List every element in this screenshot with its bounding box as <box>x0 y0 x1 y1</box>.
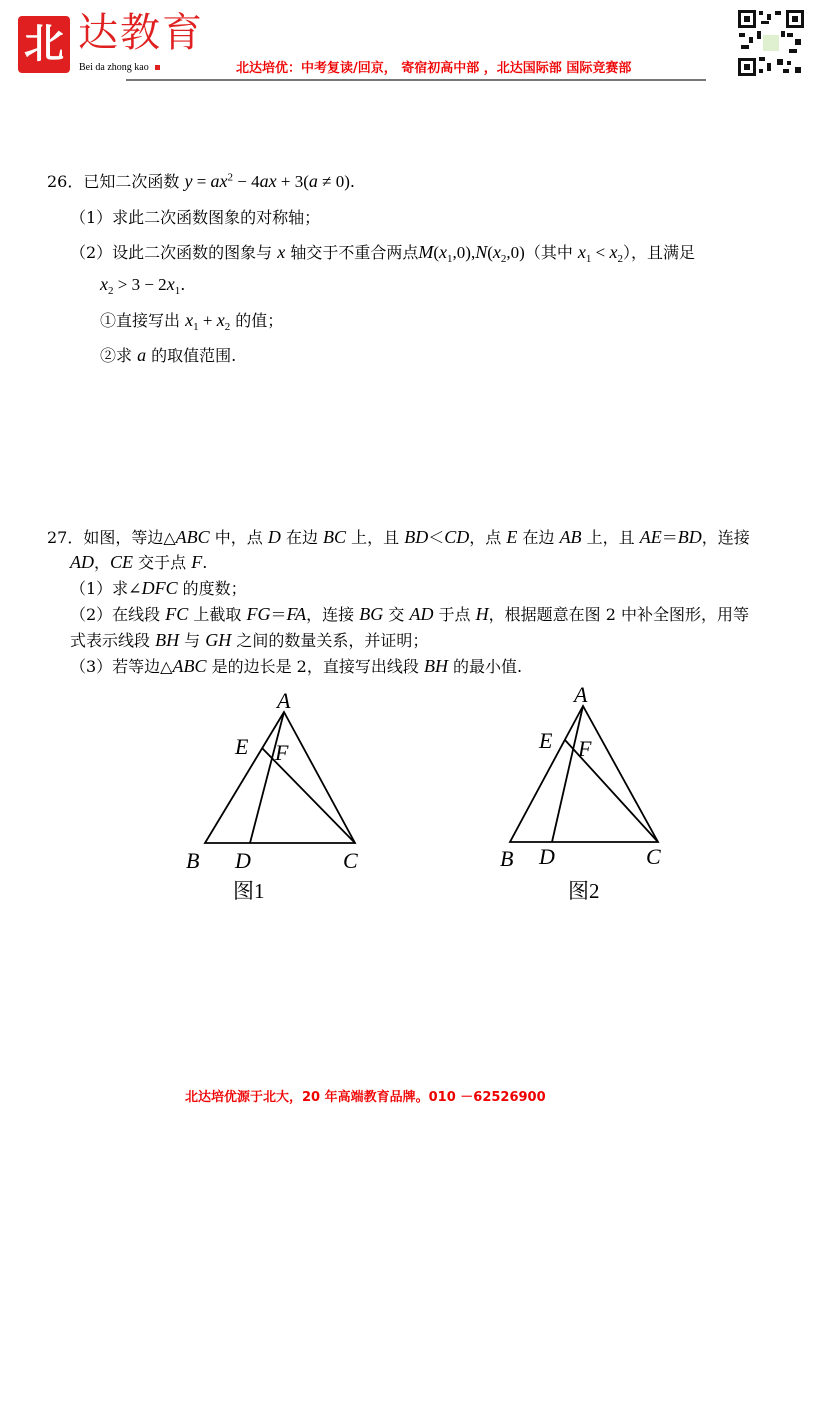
text-segment: 轴交于不重合两点 <box>285 243 419 262</box>
math-segment: 1 <box>585 253 592 266</box>
label-c: C <box>343 848 358 873</box>
math-segment: BH <box>155 630 180 650</box>
label-b: B <box>500 846 514 871</box>
text-segment: 的取值范围. <box>146 346 237 365</box>
math-segment: ax <box>259 171 277 191</box>
math-segment: ax <box>210 171 228 191</box>
text-segment: （其中 <box>524 243 578 262</box>
text-segment: （2）设此二次函数的图象与 <box>70 243 278 262</box>
math-segment: ( <box>487 243 493 262</box>
text-segment: 上，且 <box>581 528 640 547</box>
math-segment: CD <box>444 527 470 547</box>
math-segment: GH <box>205 630 232 650</box>
math-segment: AE <box>639 527 662 547</box>
q26-part2-cond <box>100 273 185 296</box>
label-a: A <box>277 688 291 713</box>
figure-2-caption: 图2 <box>568 879 600 903</box>
math-segment: 2 <box>224 321 231 334</box>
label-e: E <box>235 734 249 759</box>
text-segment: （1）求∠ <box>70 579 142 598</box>
text-segment: （3）若等边△ <box>70 657 173 676</box>
text-segment: . <box>180 275 186 294</box>
label-f: F <box>578 736 592 761</box>
figure-1-caption: 图1 <box>233 879 265 903</box>
label-f: F <box>275 740 289 765</box>
math-segment: 2 <box>617 253 624 266</box>
q27-part2b <box>70 629 428 652</box>
text-segment: ＝ <box>270 605 287 624</box>
segment-ad <box>250 712 284 843</box>
math-segment: ≠ 0) <box>317 172 350 191</box>
text-segment: 与 <box>179 631 206 650</box>
math-segment: BH <box>423 656 448 676</box>
math-segment: x <box>100 274 108 294</box>
header-divider <box>126 79 706 81</box>
math-segment: BD <box>677 527 702 547</box>
math-segment: AD <box>409 604 434 624</box>
math-segment: < <box>591 243 610 262</box>
text-segment: . <box>202 553 208 572</box>
math-segment: − 4 <box>233 172 260 191</box>
math-segment: + <box>198 311 217 330</box>
math-segment: x <box>277 242 286 262</box>
label-a: A <box>574 682 588 707</box>
math-segment: DFC <box>141 578 178 598</box>
text-segment: 于点 <box>433 605 476 624</box>
math-segment: 1 <box>447 253 453 266</box>
math-segment: BD <box>404 527 429 547</box>
q27-part3 <box>70 655 522 678</box>
q27-part2 <box>70 603 749 626</box>
text-segment: ①直接写出 <box>100 311 186 330</box>
math-segment: N <box>475 242 488 262</box>
math-segment: E <box>506 527 518 547</box>
header-slogan: 北达培优：中考复读/回京， 寄宿初高中部 ，北达国际部 国际竞赛部 <box>236 61 632 76</box>
math-segment: FC <box>165 604 189 624</box>
q27-part1 <box>70 577 247 600</box>
label-c: C <box>646 844 661 869</box>
label-d: D <box>235 848 251 873</box>
math-segment: M <box>418 242 434 262</box>
text-segment: 在边 <box>280 528 324 547</box>
math-segment: BC <box>323 527 347 547</box>
math-segment: x <box>216 310 225 330</box>
logo-text: 达教育 <box>78 10 204 56</box>
math-segment: BG <box>359 604 384 624</box>
math-segment: AB <box>559 527 582 547</box>
text-segment: ，根据题意在图 2 中补全图形，用等 <box>488 605 749 624</box>
figure-1 <box>205 712 355 843</box>
math-segment: 1 <box>174 285 181 298</box>
text-segment: 27．如图，等边△ <box>47 528 176 547</box>
math-segment: D <box>267 527 281 547</box>
text-segment: . <box>349 172 355 191</box>
math-segment: > 3 − 2 <box>113 275 167 294</box>
math-segment: x <box>166 274 175 294</box>
text-segment: 中，点 <box>209 528 268 547</box>
math-segment: = <box>192 172 211 191</box>
logo-square-icon <box>155 65 160 70</box>
text-segment: 的度数； <box>177 579 247 598</box>
math-segment: ABC <box>175 527 210 547</box>
text-segment: ，点 <box>469 528 507 547</box>
math-segment: x <box>185 310 194 330</box>
text-segment: ， <box>94 553 111 572</box>
text-segment: 在边 <box>517 528 560 547</box>
segment-ad <box>552 706 583 842</box>
logo-subtitle-text: Bei da zhong kao <box>79 62 149 73</box>
text-segment: 式表示线段 <box>70 631 156 650</box>
q27-stem <box>47 526 750 549</box>
text-segment: ），且满足 <box>623 243 696 262</box>
text-segment: 上截取 <box>188 605 247 624</box>
figure-2 <box>510 706 658 842</box>
math-segment: x <box>577 242 586 262</box>
math-segment: x <box>609 242 618 262</box>
text-segment: 上，且 <box>346 528 405 547</box>
math-segment: 1 <box>193 321 199 334</box>
label-b: B <box>186 848 200 873</box>
math-segment: ,0), <box>452 243 476 262</box>
triangle-abc <box>205 712 355 843</box>
logo-mark: 北 <box>18 16 70 73</box>
text-segment: 交 <box>383 605 410 624</box>
text-segment: （2）在线段 <box>70 605 166 624</box>
text-segment: 之间的数量关系，并证明； <box>231 631 429 650</box>
text-segment: （1）求此二次函数图象的对称轴； <box>70 208 321 227</box>
math-segment: x <box>492 242 501 262</box>
text-segment: 是的边长是 2，直接写出线段 <box>206 657 424 676</box>
triangle-figures <box>0 680 831 920</box>
text-segment: 的最小值. <box>447 657 523 676</box>
qr-code-icon <box>737 9 805 77</box>
text-segment: 26．已知二次函数 <box>47 172 185 191</box>
text-segment: 交于点 <box>133 553 192 572</box>
logo-subtitle <box>79 62 160 74</box>
math-segment: ABC <box>172 656 207 676</box>
text-segment: ，连接 <box>306 605 360 624</box>
text-segment: ＝ <box>661 528 678 547</box>
text-segment: ②求 <box>100 346 138 365</box>
q26-stem <box>47 170 355 193</box>
math-segment: y <box>184 171 193 191</box>
q26-part1 <box>70 207 320 229</box>
math-segment: ( <box>433 243 440 262</box>
text-segment: ，连接 <box>701 528 750 547</box>
math-segment: AD <box>70 552 94 572</box>
label-d: D <box>539 844 555 869</box>
math-segment: a <box>308 171 318 191</box>
math-segment: 2 <box>108 285 114 298</box>
math-segment: F <box>191 552 203 572</box>
math-segment: a <box>137 345 147 365</box>
math-segment: H <box>475 604 489 624</box>
footer-slogan: 北达培优源于北大，20 年高端教育品牌。010 －62526900 <box>185 1090 546 1105</box>
math-segment: ,0) <box>506 243 525 262</box>
math-segment: FA <box>286 604 307 624</box>
label-e: E <box>539 728 553 753</box>
math-segment: 2 <box>500 253 507 266</box>
q27-stem2 <box>70 551 207 574</box>
q26-sub2 <box>100 344 236 367</box>
triangle-abc <box>510 706 658 842</box>
math-segment: FG <box>246 604 271 624</box>
math-segment: 2 <box>227 171 234 184</box>
q26-part2 <box>70 241 695 264</box>
text-segment: 的值； <box>230 311 284 330</box>
math-segment: + 3( <box>276 172 309 191</box>
math-segment: x <box>439 242 448 262</box>
text-segment: ＜ <box>428 528 445 547</box>
math-segment: CE <box>110 552 134 572</box>
q26-sub1 <box>100 309 283 332</box>
